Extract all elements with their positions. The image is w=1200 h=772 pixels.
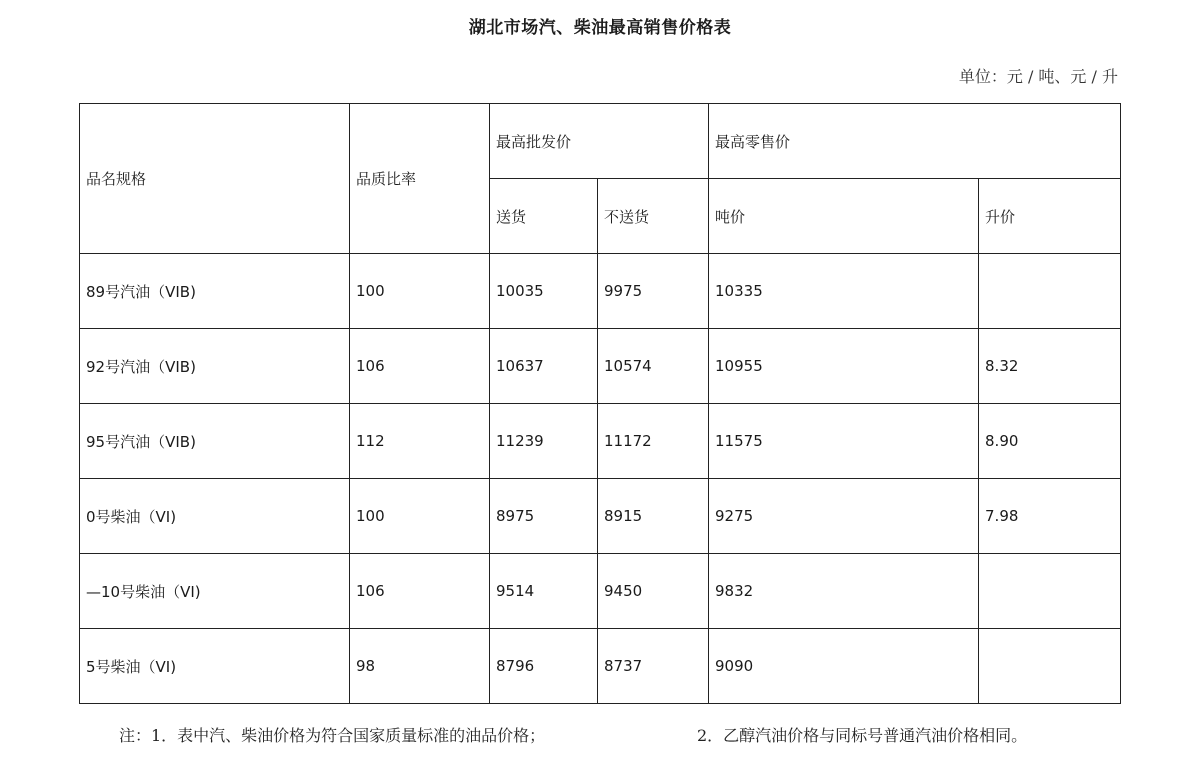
cell-deliver: 11239: [490, 404, 598, 479]
header-row-top: [80, 104, 1121, 179]
header-ratio: 品质比率: [350, 104, 490, 254]
cell-no-deliver: 8737: [598, 629, 709, 704]
header-retail: 最高零售价: [709, 104, 1121, 179]
cell-product: 89号汽油（VIB): [80, 254, 350, 329]
header-per-liter: 升价: [979, 179, 1121, 254]
cell-ratio: 100: [350, 254, 490, 329]
cell-per-ton: 9832: [709, 554, 979, 629]
cell-product: 95号汽油（VIB): [80, 404, 350, 479]
cell-no-deliver: 8915: [598, 479, 709, 554]
cell-no-deliver: 10574: [598, 329, 709, 404]
cell-per-ton: 11575: [709, 404, 979, 479]
table-row: [80, 554, 1121, 629]
cell-product: —10号柴油（VI): [80, 554, 350, 629]
table-row: [80, 254, 1121, 329]
cell-product: 0号柴油（VI): [80, 479, 350, 554]
cell-no-deliver: 9450: [598, 554, 709, 629]
cell-deliver: 9514: [490, 554, 598, 629]
cell-per-liter: [979, 254, 1121, 329]
cell-per-liter: [979, 554, 1121, 629]
header-deliver: 送货: [490, 179, 598, 254]
footnote-2: 2．乙醇汽油价格与同标号普通汽油价格相同。: [697, 726, 1028, 745]
cell-ratio: 98: [350, 629, 490, 704]
table-row: [80, 404, 1121, 479]
cell-per-liter: [979, 629, 1121, 704]
cell-no-deliver: 9975: [598, 254, 709, 329]
cell-deliver: 10637: [490, 329, 598, 404]
cell-per-ton: 10335: [709, 254, 979, 329]
cell-ratio: 106: [350, 329, 490, 404]
cell-product: 92号汽油（VIB): [80, 329, 350, 404]
price-table: [79, 103, 1121, 704]
header-per-ton: 吨价: [709, 179, 979, 254]
cell-deliver: 10035: [490, 254, 598, 329]
cell-deliver: 8796: [490, 629, 598, 704]
cell-per-liter: 7.98: [979, 479, 1121, 554]
cell-per-ton: 9090: [709, 629, 979, 704]
cell-ratio: 112: [350, 404, 490, 479]
header-no-deliver: 不送货: [598, 179, 709, 254]
cell-ratio: 100: [350, 479, 490, 554]
unit-label: 单位：元 / 吨、元 / 升: [958, 67, 1118, 86]
cell-per-liter: 8.32: [979, 329, 1121, 404]
table-row: [80, 479, 1121, 554]
table-row: [80, 629, 1121, 704]
cell-deliver: 8975: [490, 479, 598, 554]
cell-per-liter: 8.90: [979, 404, 1121, 479]
cell-per-ton: 10955: [709, 329, 979, 404]
footnote-1: 注：1．表中汽、柴油价格为符合国家质量标准的油品价格；: [119, 726, 546, 745]
header-product: 品名规格: [80, 104, 350, 254]
cell-per-ton: 9275: [709, 479, 979, 554]
cell-ratio: 106: [350, 554, 490, 629]
cell-no-deliver: 11172: [598, 404, 709, 479]
page-title: 湖北市场汽、柴油最高销售价格表: [468, 18, 732, 38]
table-row: [80, 329, 1121, 404]
header-wholesale: 最高批发价: [490, 104, 709, 179]
cell-product: 5号柴油（VI): [80, 629, 350, 704]
